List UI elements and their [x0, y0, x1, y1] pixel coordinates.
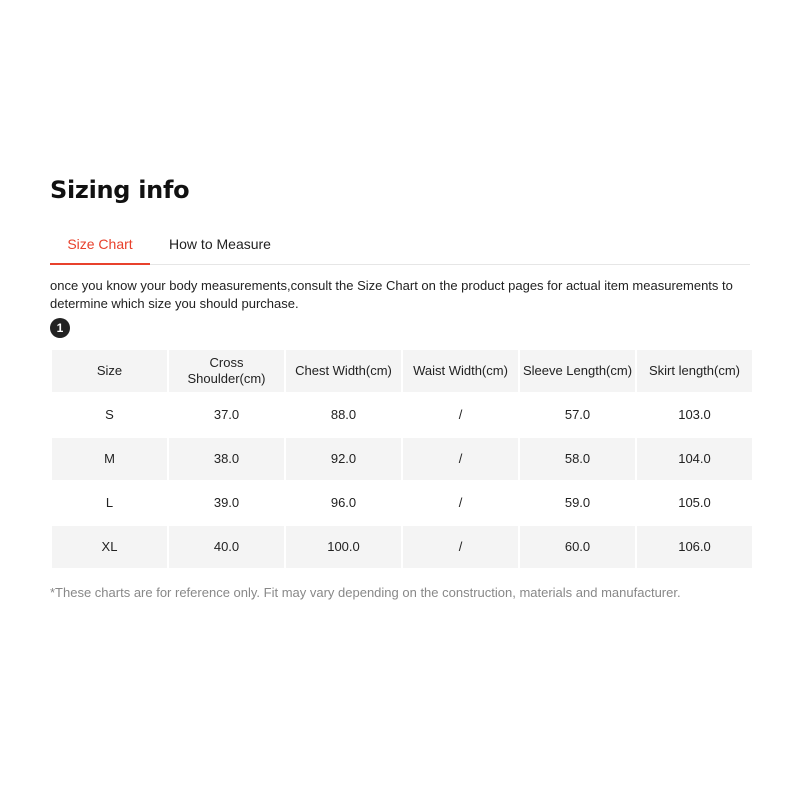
table-cell: 105.0: [678, 495, 711, 510]
tab-size-chart[interactable]: Size Chart: [50, 226, 150, 265]
table-row: [52, 482, 752, 524]
table-cell: XL: [52, 526, 167, 568]
step-number-badge: 1: [50, 318, 70, 338]
table-header-row: [52, 350, 752, 392]
table-cell: M: [52, 438, 167, 480]
table-row: [52, 526, 752, 568]
size-chart-table: [50, 348, 754, 570]
table-cell: 104.0: [637, 438, 752, 480]
table-cell: 57.0: [564, 407, 591, 422]
table-cell: 103.0: [678, 407, 711, 422]
table-cell: 59.0: [564, 495, 591, 510]
table-cell: 100.0: [286, 526, 401, 568]
table-cell: 106.0: [637, 526, 752, 568]
table-header-cell: Sleeve Length(cm): [520, 350, 635, 392]
table-header-cell: Chest Width(cm): [286, 350, 401, 392]
tab-bar: [50, 226, 750, 265]
table-header-cell: Size: [52, 350, 167, 392]
table-row: [52, 438, 752, 480]
page-title: Sizing info: [50, 176, 190, 204]
table-cell: L: [105, 495, 114, 510]
table-cell: 96.0: [330, 495, 357, 510]
table-cell: S: [105, 407, 114, 422]
table-cell: /: [458, 495, 463, 510]
table-cell: 60.0: [520, 526, 635, 568]
table-header-cell: Waist Width(cm): [403, 350, 518, 392]
intro-text: once you know your body measurements,consult the Size Chart on the product pages for actual item measurements to determine which size you should purchase.: [50, 278, 733, 311]
table-cell: 92.0: [286, 438, 401, 480]
table-cell: 88.0: [330, 407, 357, 422]
table-cell: 37.0: [213, 407, 240, 422]
table-cell: 39.0: [213, 495, 240, 510]
table-cell: 40.0: [169, 526, 284, 568]
disclaimer-footnote: *These charts are for reference only. Fit may vary depending on the construction, materials and manufacturer.: [50, 585, 681, 600]
table-cell: /: [403, 526, 518, 568]
table-cell: /: [403, 438, 518, 480]
table-cell: 58.0: [520, 438, 635, 480]
table-cell: /: [458, 407, 463, 422]
table-row: [52, 394, 752, 436]
tab-how-to-measure[interactable]: How to Measure: [169, 236, 271, 252]
table-header-cell: Skirt length(cm): [637, 350, 752, 392]
table-cell: 38.0: [169, 438, 284, 480]
table-header-cell: Cross Shoulder(cm): [169, 350, 284, 392]
